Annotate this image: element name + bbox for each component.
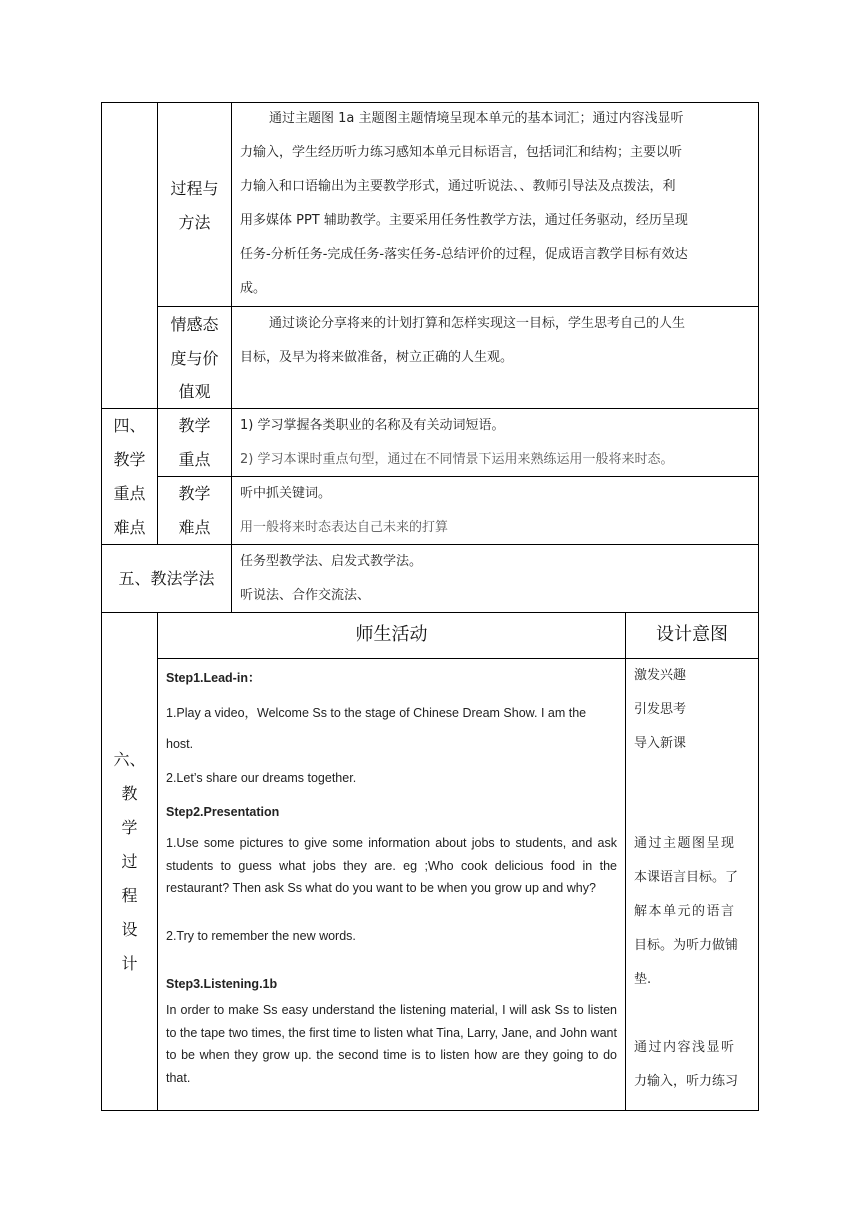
emotion-text-line: 目标，及早为将来做准备，树立正确的人生观。 xyxy=(240,350,514,365)
intent-line: 垫. xyxy=(634,972,652,987)
difficult-point-item: 用一般将来时态表达自己未来的打算 xyxy=(240,520,449,535)
section6-label-char: 过 xyxy=(121,852,138,871)
section4-label-line3: 重点 xyxy=(113,484,146,503)
intent-line: 目标。为听力做铺 xyxy=(634,938,739,953)
difficult-points-label-line2: 难点 xyxy=(178,518,211,537)
section5-label: 五、教法学法 xyxy=(118,569,215,588)
difficult-points-label-line1: 教学 xyxy=(178,484,211,503)
process-text-line: 力输入，学生经历听力练习感知本单元目标语言，包括词汇和结构；主要以听 xyxy=(240,145,683,160)
table-border-top xyxy=(101,102,759,103)
step2-paragraph: 1.Use some pictures to give some information about jobs to students, and ask students to guess what jobs they are. eg ;Who cook delicious food in the restaurant? Then ask Ss what do you want to be when you grow up and why? xyxy=(166,836,617,895)
process-text-line: 成。 xyxy=(240,281,267,296)
process-text-line: 用多媒体 PPT 辅助教学。主要采用任务性教学方法，通过任务驱动，经历呈现 xyxy=(240,213,688,228)
column-divider xyxy=(625,612,626,1110)
step2-title: Step2.Presentation xyxy=(166,805,280,819)
section4-label-line2: 教学 xyxy=(113,450,146,469)
intent-line: 激发兴趣 xyxy=(634,668,687,683)
section6-label-char: 计 xyxy=(121,954,138,973)
emotion-label-line1: 情感态 xyxy=(170,315,219,334)
key-point-item: 1) 学习掌握各类职业的名称及有关动词短语。 xyxy=(240,418,505,433)
table-border-bottom xyxy=(101,1110,759,1111)
intent-line: 力输入，听力练习 xyxy=(634,1074,739,1089)
key-points-label-line1: 教学 xyxy=(178,416,211,435)
key-points-label-line2: 重点 xyxy=(178,450,211,469)
table-border-right xyxy=(758,102,759,1111)
section4-label-line1: 四、 xyxy=(113,416,146,435)
row-divider xyxy=(101,612,759,613)
section6-label-char: 设 xyxy=(121,920,138,939)
method-item: 听说法、合作交流法、 xyxy=(240,588,371,603)
row-divider xyxy=(157,658,759,659)
process-text-line: 力输入和口语输出为主要教学形式，通过听说法、、教师引导法及点拨法，利 xyxy=(240,179,676,194)
step3-paragraph: In order to make Ss easy understand the listening material, I will ask Ss to listen to the tape two times, the first time to listen what Tina, Larry, Jane, and John want to be when they grow up. the second time is to listen how are they going to do that. xyxy=(166,1003,617,1085)
intent-line: 导入新课 xyxy=(634,736,687,751)
step1-line: 2.Let’s share our dreams together. xyxy=(166,771,357,785)
intent-line: 引发思考 xyxy=(634,702,687,717)
step1-line: 1.Play a video，Welcome Ss to the stage of Chinese Dream Show. I am the xyxy=(166,706,587,720)
emotion-label-line2: 度与价 xyxy=(170,349,219,368)
section6-label-char: 程 xyxy=(121,886,138,905)
difficult-point-item: 听中抓关键词。 xyxy=(240,486,332,501)
process-text-line: 任务-分析任务-完成任务-落实任务-总结评价的过程，促成语言教学目标有效达 xyxy=(240,247,688,262)
column-header-activity: 师生活动 xyxy=(355,624,428,645)
intent-line: 解本单元的语言 xyxy=(634,904,736,919)
method-item: 任务型教学法、启发式教学法。 xyxy=(240,554,423,569)
column-header-intent: 设计意图 xyxy=(656,624,728,645)
process-label-line2: 方法 xyxy=(178,213,211,232)
row-divider xyxy=(157,306,759,307)
intent-line: 通过主题图呈现 xyxy=(634,836,736,851)
step2-line: 2.Try to remember the new words. xyxy=(166,929,356,943)
intent-line: 通过内容浅显听 xyxy=(634,1040,736,1055)
step1-title: Step1.Lead-in： xyxy=(166,671,261,685)
row-divider xyxy=(157,476,759,477)
emotion-label-line3: 值观 xyxy=(178,382,211,401)
section6-label-char: 学 xyxy=(121,818,138,837)
key-point-item: 2) 学习本课时重点句型，通过在不同情景下运用来熟练运用一般将来时态。 xyxy=(240,452,674,467)
column-divider xyxy=(157,612,158,1110)
section6-label-char: 六、 xyxy=(113,750,146,769)
section4-label-line4: 难点 xyxy=(113,518,146,537)
step1-line: host. xyxy=(166,737,194,751)
process-label-line1: 过程与 xyxy=(170,179,219,198)
section6-label-char: 教 xyxy=(121,784,138,803)
step3-title: Step3.Listening.1b xyxy=(166,977,278,991)
emotion-text-line: 通过谈论分享将来的计划打算和怎样实现这一目标，学生思考自己的人生 xyxy=(269,316,686,331)
intent-line: 本课语言目标。了 xyxy=(634,870,739,885)
column-divider xyxy=(231,102,232,612)
process-text-line: 通过主题图 1a 主题图主题情境呈现本单元的基本词汇；通过内容浅显听 xyxy=(269,111,684,126)
